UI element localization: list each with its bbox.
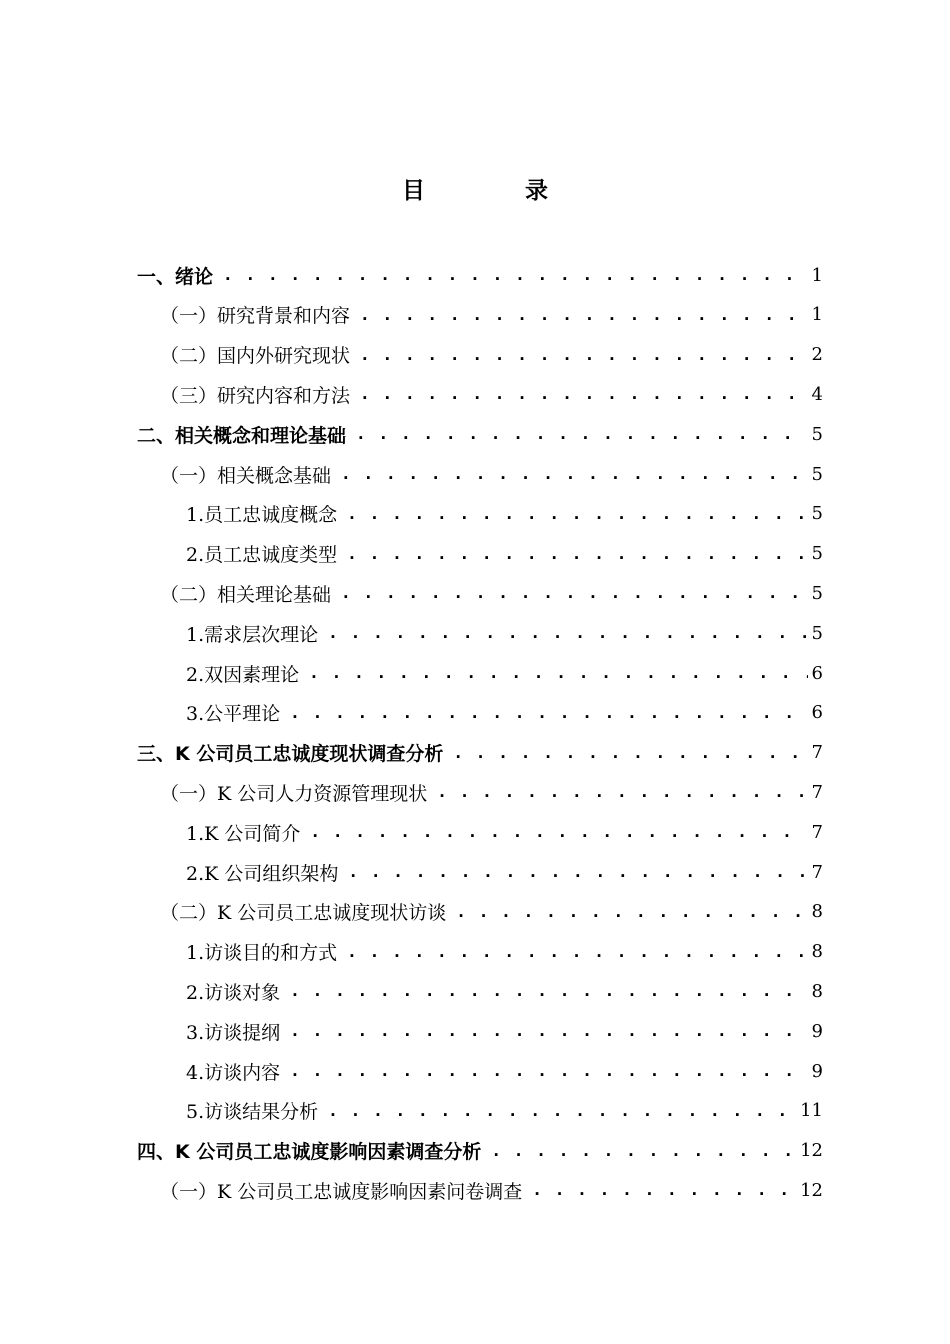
toc-dot-leader xyxy=(491,1131,796,1171)
toc-entry[interactable] xyxy=(186,852,823,892)
toc-page-number: 7 xyxy=(811,781,823,803)
toc-entry-label: （一）研究背景和内容 xyxy=(160,305,351,328)
toc-dot-leader xyxy=(437,772,807,812)
toc-page-number: 7 xyxy=(811,742,823,764)
toc-dot-leader xyxy=(348,852,807,892)
toc-entry[interactable] xyxy=(186,932,823,972)
toc-entry-label: （一）K 公司员工忠诚度影响因素问卷调查 xyxy=(160,1180,523,1203)
toc-entry-label: 1.员工忠诚度概念 xyxy=(186,504,338,527)
toc-dot-leader xyxy=(309,653,807,693)
toc-page-number: 4 xyxy=(811,383,823,405)
toc-dot-leader xyxy=(341,454,808,494)
toc-entry-label: 3.公平理论 xyxy=(186,703,281,726)
toc-entry[interactable] xyxy=(160,892,823,932)
toc-dot-leader xyxy=(347,932,807,972)
toc-title-right: 录 xyxy=(525,178,548,204)
toc-page-number: 8 xyxy=(811,901,823,923)
toc-entry-label: 2.K 公司组织架构 xyxy=(186,862,339,885)
toc-entry-label: （一）相关概念基础 xyxy=(160,464,332,487)
toc-entry[interactable] xyxy=(186,613,823,653)
toc-dot-leader xyxy=(341,573,808,613)
toc-page-number: 2 xyxy=(811,344,823,366)
toc-entry[interactable] xyxy=(160,454,823,494)
toc-page-number: 12 xyxy=(800,1140,823,1162)
toc-entry-label: 2.员工忠诚度类型 xyxy=(186,544,338,567)
toc-dot-leader xyxy=(456,892,807,932)
toc-entry-label: （二）国内外研究现状 xyxy=(160,345,351,368)
toc-page-number: 5 xyxy=(811,503,823,525)
toc-page-number: 6 xyxy=(811,702,823,724)
toc-dot-leader xyxy=(223,255,808,295)
toc-entry[interactable] xyxy=(186,534,823,574)
toc-page-number: 5 xyxy=(811,582,823,604)
toc-dot-leader xyxy=(290,1011,807,1051)
toc-page-number: 5 xyxy=(811,543,823,565)
toc-dot-leader xyxy=(360,335,808,375)
toc-title xyxy=(0,172,950,205)
toc-dot-leader xyxy=(360,374,808,414)
toc-entry[interactable] xyxy=(186,812,823,852)
toc-dot-leader xyxy=(328,613,807,653)
toc-dot-leader xyxy=(290,693,807,733)
toc-dot-leader xyxy=(453,733,807,773)
toc-entry[interactable] xyxy=(137,733,823,773)
toc-entry[interactable] xyxy=(160,573,823,613)
toc-page-number: 1 xyxy=(811,264,823,286)
toc-entry-label: 5.访谈结果分析 xyxy=(186,1101,319,1124)
toc-entry[interactable] xyxy=(186,494,823,534)
toc-page-number: 9 xyxy=(811,1020,823,1042)
toc-page-number: 8 xyxy=(811,941,823,963)
toc-page-number: 5 xyxy=(811,463,823,485)
toc-entry-label: 一、绪论 xyxy=(137,265,214,288)
toc-page-number: 1 xyxy=(811,304,823,326)
toc-entry-label: 1.需求层次理论 xyxy=(186,623,319,646)
toc-entry-label: 1.K 公司简介 xyxy=(186,822,301,845)
toc-dot-leader xyxy=(310,812,807,852)
toc-entry[interactable] xyxy=(186,1051,823,1091)
toc-entry-label: 四、K 公司员工忠诚度影响因素调查分析 xyxy=(137,1141,482,1164)
toc-entry[interactable] xyxy=(160,335,823,375)
toc-dot-leader xyxy=(328,1091,796,1131)
toc-entry[interactable] xyxy=(160,295,823,335)
toc-entry[interactable] xyxy=(137,255,823,295)
toc-entry-label: 2.双因素理论 xyxy=(186,663,300,686)
toc-dot-leader xyxy=(360,295,808,335)
toc-entry[interactable] xyxy=(137,1131,823,1171)
toc-entry[interactable] xyxy=(160,1170,823,1210)
toc-dot-leader xyxy=(347,494,807,534)
toc-entry-label: 1.访谈目的和方式 xyxy=(186,942,338,965)
toc-page-number: 12 xyxy=(800,1179,823,1201)
toc-page-number: 7 xyxy=(811,861,823,883)
toc-dot-leader xyxy=(347,534,807,574)
toc-entry-label: 3.访谈提纲 xyxy=(186,1021,281,1044)
toc-entry-label: 二、相关概念和理论基础 xyxy=(137,424,347,447)
toc-entry[interactable] xyxy=(160,772,823,812)
toc-entry-label: 4.访谈内容 xyxy=(186,1061,281,1084)
toc-entry[interactable] xyxy=(186,971,823,1011)
toc-entry-label: 2.访谈对象 xyxy=(186,981,281,1004)
toc-page-number: 9 xyxy=(811,1060,823,1082)
toc-dot-leader xyxy=(532,1170,796,1210)
toc-page-number: 7 xyxy=(811,821,823,843)
toc-entry-label: （二）相关理论基础 xyxy=(160,583,332,606)
toc-page-number: 5 xyxy=(811,423,823,445)
toc-entry[interactable] xyxy=(137,414,823,454)
toc-entry[interactable] xyxy=(186,693,823,733)
toc-page-number: 11 xyxy=(800,1100,823,1122)
toc-page-number: 5 xyxy=(811,622,823,644)
toc-entry-label: （三）研究内容和方法 xyxy=(160,384,351,407)
toc-title-left: 目 xyxy=(402,178,425,204)
toc-dot-leader xyxy=(290,1051,807,1091)
toc-entry[interactable] xyxy=(186,1011,823,1051)
toc-dot-leader xyxy=(290,971,807,1011)
toc-entry[interactable] xyxy=(186,1091,823,1131)
toc-entry[interactable] xyxy=(186,653,823,693)
toc-dot-leader xyxy=(356,414,808,454)
toc-page-number: 8 xyxy=(811,980,823,1002)
toc-entry-label: （二）K 公司员工忠诚度现状访谈 xyxy=(160,902,447,925)
toc-entry-label: 三、K 公司员工忠诚度现状调查分析 xyxy=(137,743,444,766)
toc-entry-label: （一）K 公司人力资源管理现状 xyxy=(160,782,428,805)
toc-entry[interactable] xyxy=(160,374,823,414)
toc-page-number: 6 xyxy=(811,662,823,684)
